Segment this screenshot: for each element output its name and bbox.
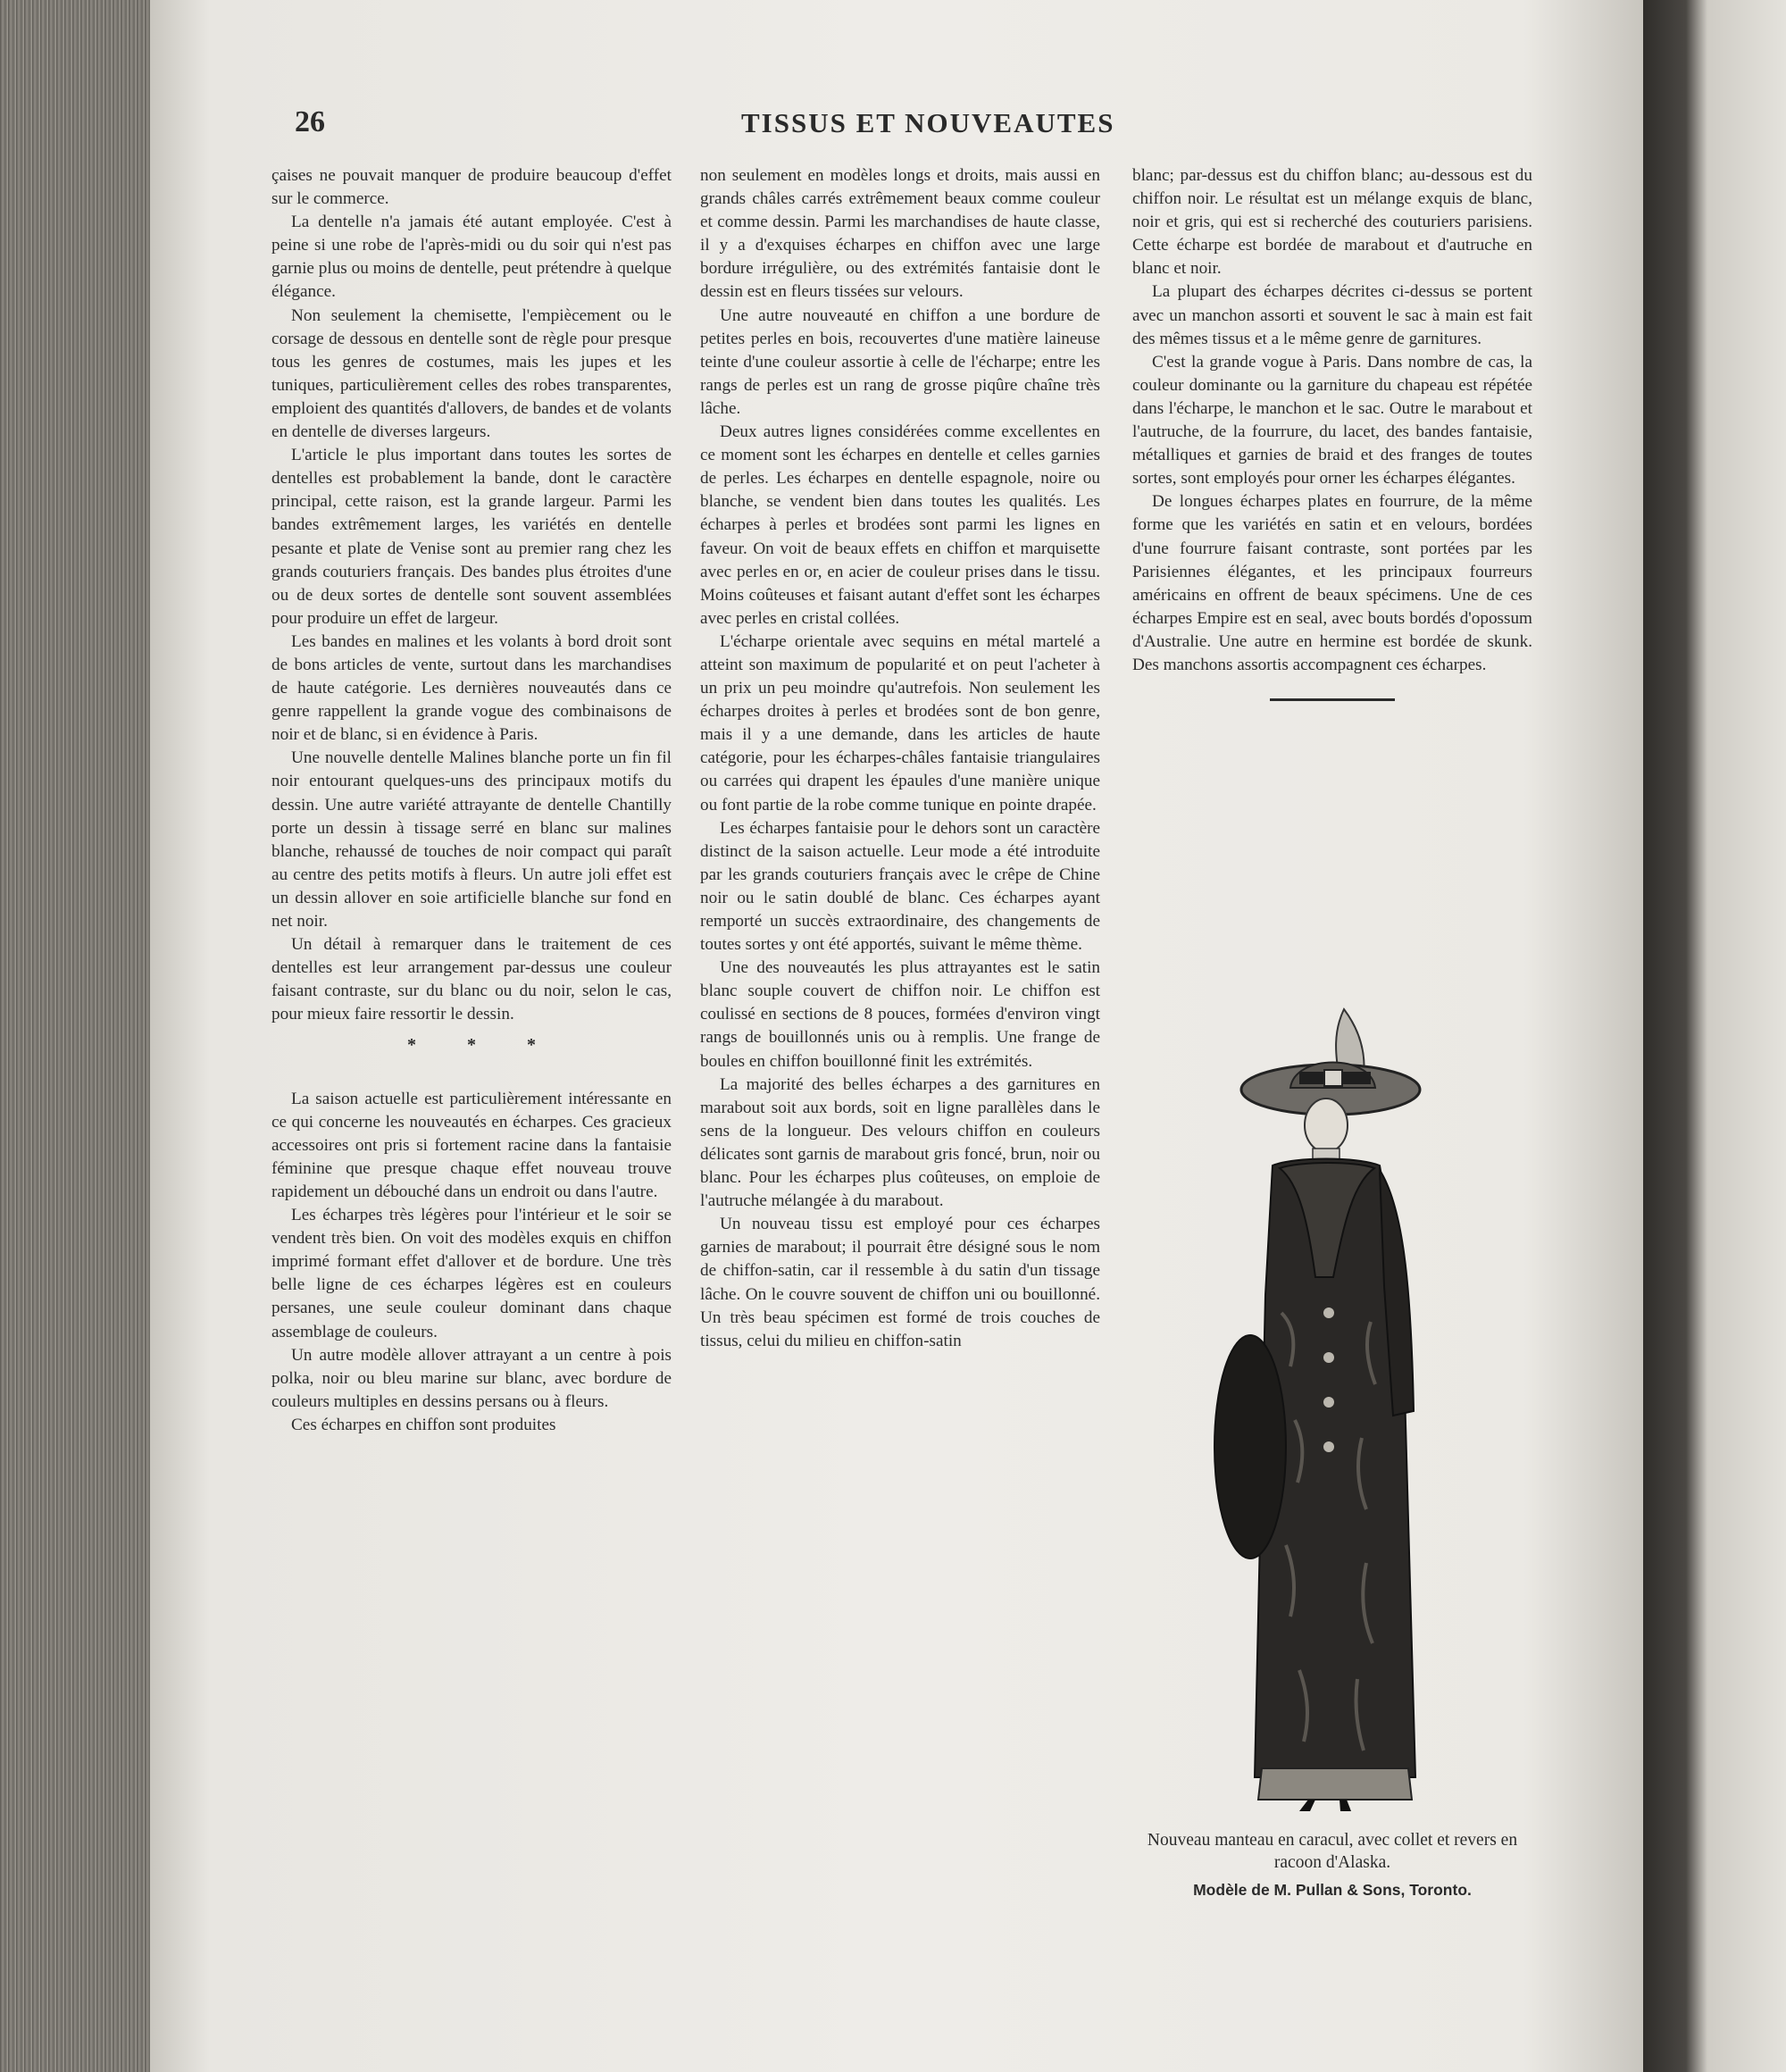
text-column-3: [1132, 164, 1532, 701]
text-column-2: [700, 164, 1100, 1353]
paragraph: De longues écharpes plates en fourrure, de la même forme que les variétés en satin et en velours, bordées d'une fourrure faisant contraste, sont portées par les Parisiennes élégantes, et les principaux fourreurs américains en offrent de beaux spécimens. Une de ces écharpes Empire est en seal, avec bouts bordés d'opossum d'Australie. Une autre en hermine est bordée de skunk. Des manchons assortis accompagnent ces écharpes.: [1132, 492, 1532, 674]
paragraph: L'écharpe orientale avec sequins en métal martelé a atteint son maximum de popularité et on peut l'acheter à un prix un peu moindre qu'autrefois. Non seulement les écharpes droites à perles et brodées sont de bon genre, mais il y a une demande, dans les articles de haute catégorie, pour les écharpes-châles fantaisie triangulaires ou carrées qui drapent les épaules d'une manière unique ou font partie de la robe comme tunique en pointe drapée.: [700, 631, 1100, 815]
paragraph: Un autre modèle allover attrayant a un centre à pois polka, noir ou bleu marine sur blanc, avec bordure de couleurs multiples en dessins persans ou à fleurs.: [271, 1345, 672, 1411]
skirt-hem: [1258, 1768, 1412, 1800]
text-column-1: [271, 164, 672, 1437]
book-page-edges: [0, 0, 152, 2072]
paragraph: Ces écharpes en chiffon sont produites: [291, 1415, 556, 1434]
paragraph: Une nouvelle dentelle Malines blanche porte un fin fil noir entourant quelques-uns des principaux motifs du dessin. Une autre variété attrayante de dentelle Chantilly porte un dessin à tissage serré en blanc sur malines blanche, rehaussé de touches de noir compact qui paraît au centre des petits motifs à fleurs. Un autre joli effet est un dessin allover en soie artificielle blanche sur fond en net noir.: [271, 748, 672, 931]
paragraph: La saison actuelle est particulièrement intéressante en ce qui concerne les nouveautés en écharpes. Ces gracieux accessoires ont pris si fortement racine dans la fantaisie féminine que presque chaque effet nouveau trouve rapidement un débouché dans un endroit ou dans l'autre.: [271, 1089, 672, 1201]
paragraph: La dentelle n'a jamais été autant employée. C'est à peine si une robe de l'après-midi ou du soir qui n'est pas garnie plus ou moins de dentelle, peut prétendre à quelque élégance.: [271, 213, 672, 302]
paragraph: Les bandes en malines et les volants à bord droit sont de bons articles de vente, surtout dans les marchandises de haute catégorie. Les dernières nouveautés dans ce genre rappellent la grande vogue des combinaisons de noir et de blanc, si en évidence à Paris.: [271, 631, 672, 745]
fashion-illustration: [1210, 991, 1460, 1813]
paragraph: Les écharpes très légères pour l'intérieur et le soir se vendent très bien. On voit des modèles exquis en chiffon imprimé formant effet d'allover et de bordure. Une très belle ligne de ces écharpes légères est en couleurs persanes, une seule couleur dominant dans chaque assemblage de couleurs.: [271, 1206, 672, 1341]
paragraph: Un détail à remarquer dans le traitement de ces dentelles est leur arrangement par-dessus une couleur faisant contraste, sur du blanc ou du noir, selon le cas, pour mieux faire ressortir le dessin.: [271, 935, 672, 1024]
figure-caption: Nouveau manteau en caracul, avec collet et revers en racoon d'Alaska.: [1147, 1831, 1518, 1872]
section-rule: [1270, 698, 1395, 701]
paragraph: La plupart des écharpes décrites ci-dessus se portent avec un manchon assorti et souvent le sac à main est fait des mêmes tissus et a le même genre de garnitures.: [1132, 282, 1532, 348]
paragraph: blanc; par-dessus est du chiffon blanc; au-dessous est du chiffon noir. Le résultat est un mélange exquis de blanc, noir et gris, qui est si recherché des couturiers parisiens. Cette écharpe est bordée de marabout et d'autruche en blanc et noir.: [1132, 166, 1532, 279]
hat-buckle: [1324, 1070, 1342, 1086]
paragraph: Une autre nouveauté en chiffon a une bordure de petites perles en bois, recouvertes d'une matière laineuse teinte d'une couleur assortie à celle de l'écharpe; entre les rangs de perles est un rang de grosse piqûre chaîne très lâche.: [700, 305, 1100, 418]
paragraph: Non seulement la chemisette, l'empiècement ou le corsage de dessous en dentelle sont de règle pour presque tous les genres de costumes, mais les jupes et les tuniques, particulièrement celles des robes transparentes, emploient des quantités d'allovers, de bandes et de volants en dentelle de diverses largeurs.: [271, 305, 672, 442]
figure-credit: Modèle de M. Pullan & Sons, Toronto.: [1193, 1881, 1472, 1899]
woman-in-coat-illustration: [1210, 991, 1460, 1813]
journal-title: TISSUS ET NOUVEAUTES: [741, 107, 1115, 138]
paragraph: C'est la grande vogue à Paris. Dans nombre de cas, la couleur dominante ou la garniture du chapeau est répétée dans l'écharpe, le manchon et le sac. Outre le marabout et l'autruche, de la fourrure, du lacet, des bandes fantaisie, métalliques et garnies de braid et des franges de toutes sortes, sont employés pour orner les écharpes élégantes.: [1132, 352, 1532, 489]
page-header: [295, 105, 1116, 150]
paragraph: L'article le plus important dans toutes les sortes de dentelles est probablement la bande, dont le caractère principal, cette raison, est la grande largeur. Parmi les bandes extrêmement larges, les variétés en dentelle pesante et plate de Venise sont au premier rang chez les grands couturiers français. Des bandes plus étroites d'une ou de deux sortes de dentelle sont souvent assemblées pour produire un effet de largeur.: [271, 446, 672, 628]
coat-button: [1323, 1308, 1334, 1318]
page-number: 26: [295, 105, 325, 138]
paragraph: Deux autres lignes considérées comme excellentes en ce moment sont les écharpes en dentelle et celles garnies de perles. Les écharpes en dentelle espagnole, noire ou blanche, se vendent bien dans toutes les qualités. Les écharpes à perles et brodées sont parmi les lignes en faveur. On voit de beaux effets en chiffon et marquisette avec perles en or, en acier de couleur prises dans le tissu. Moins coûteuses et faisant autant d'effet sont les écharpes avec perles en cristal collées.: [700, 422, 1100, 628]
shoe: [1299, 1800, 1315, 1811]
face: [1305, 1099, 1348, 1152]
section-separator: * * *: [407, 1035, 559, 1056]
paragraph: Une des nouveautés les plus attrayantes est le satin blanc souple couvert de chiffon noir. Le chiffon est coulissé en sections de 8 pouces, formées d'environ vingt rangs de bouillonnés unis ou à remplis. Une frange de boules en chiffon bouillonné finit les extrémités.: [700, 958, 1100, 1071]
paragraph: Un nouveau tissu est employé pour ces écharpes garnies de marabout; il pourrait être désigné sous le nom de chiffon-satin, car il ressemble à du satin d'un tissage lâche. On le couvre souvent de chiffon uni ou bouillonné. Un très beau spécimen est formé de trois couches de tissus, celui du milieu en chiffon-satin: [700, 1215, 1100, 1350]
coat-button: [1323, 1352, 1334, 1363]
book-gutter: [1643, 0, 1786, 2072]
muff: [1214, 1335, 1286, 1558]
shoe: [1340, 1800, 1351, 1811]
paragraph: La majorité des belles écharpes a des garnitures en marabout soit aux bords, soit en ligne parallèles dans le sens de la longueur. Des velours chiffon en couleurs délicates sont garnis de marabout gris foncé, brun, noir ou blanc. Pour les écharpes plus coûteuses, on emploie de l'autruche mélangée à du marabout.: [700, 1074, 1100, 1211]
paragraph: non seulement en modèles longs et droits, mais aussi en grands châles carrés extrêmement beaux comme couleur et comme dessin. Parmi les marchandises de haute classe, il y a d'exquises écharpes en chiffon avec une large bordure irrégulière, ou des extrémités fantaisie dont le dessin est en fleurs tissées sur velours.: [700, 166, 1100, 302]
paragraph: çaises ne pouvait manquer de produire beaucoup d'effet sur le commerce.: [271, 166, 672, 209]
coat-button: [1323, 1441, 1334, 1452]
coat-button: [1323, 1397, 1334, 1408]
paragraph: Les écharpes fantaisie pour le dehors sont un caractère distinct de la saison actuelle. Leur mode a été introduite par les grands couturiers français avec le crêpe de Chine noir ou le satin doublé de blanc. Ces écharpes ayant remporté un succès extraordinaire, des changements de toutes sortes y ont été apportés, suivant le même thème.: [700, 818, 1100, 955]
